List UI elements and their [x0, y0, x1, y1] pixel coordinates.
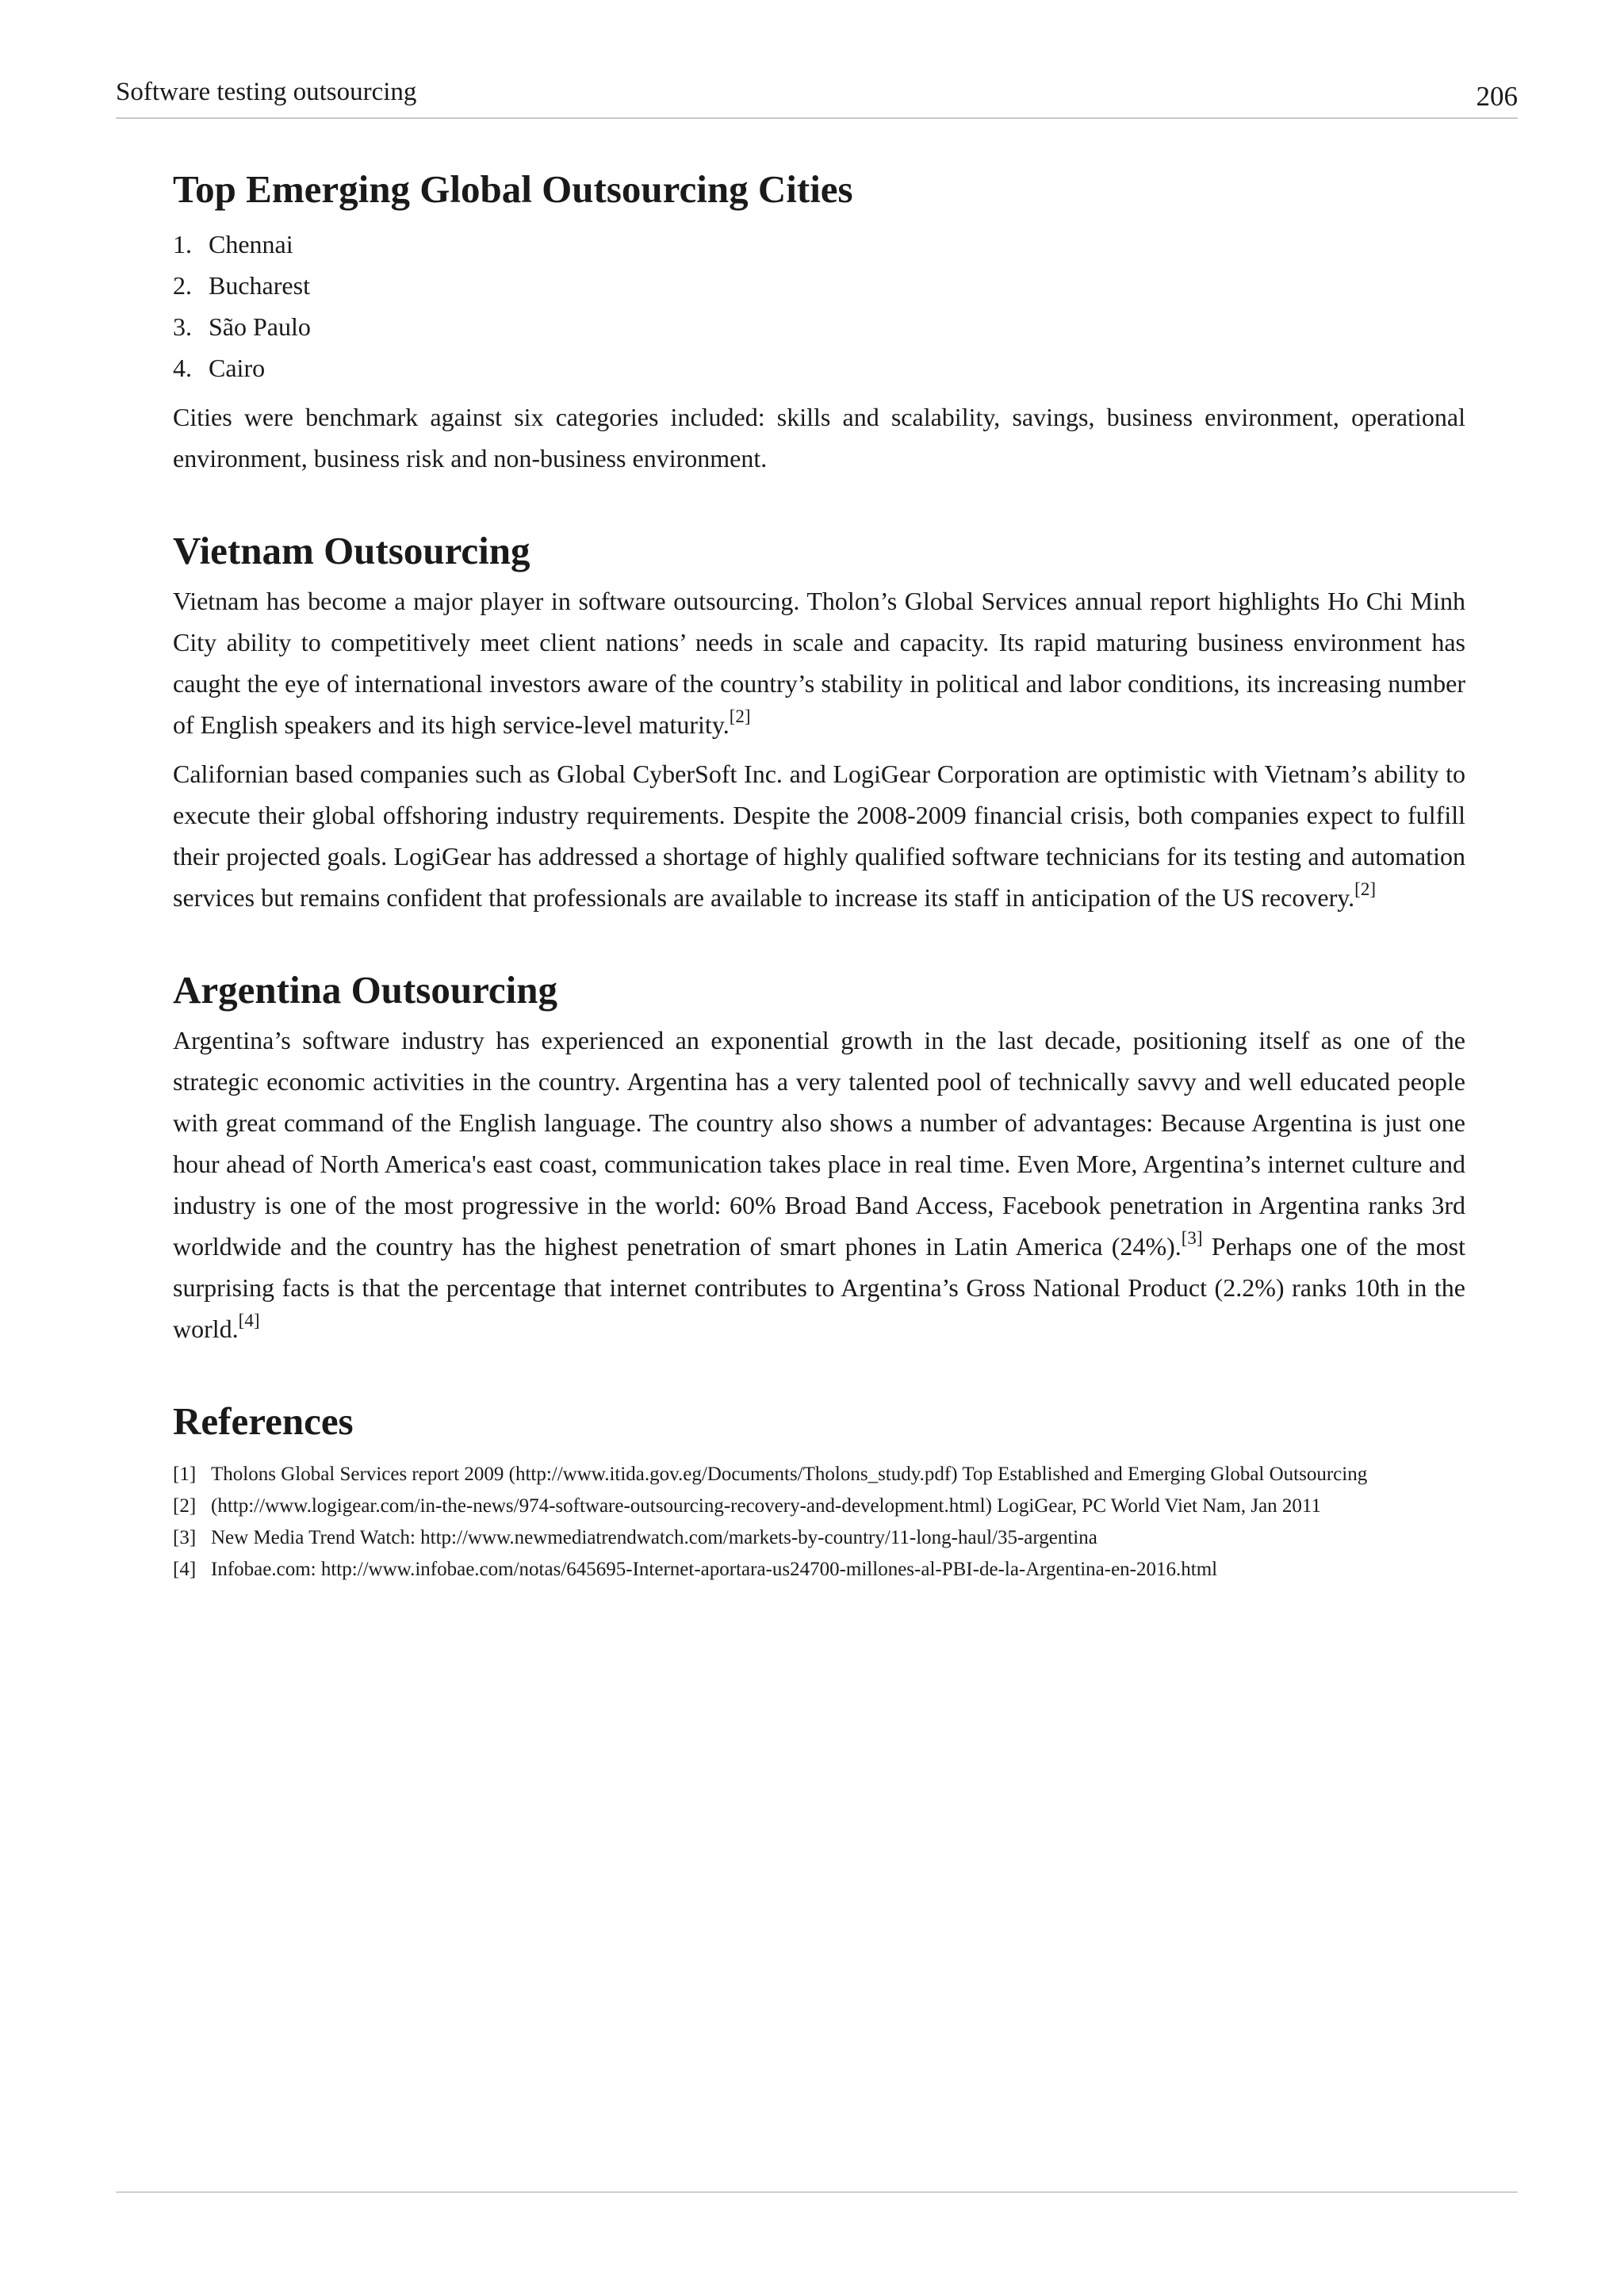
- footer-divider: [116, 2191, 1518, 2193]
- reference-number: [4]: [173, 1559, 197, 1580]
- page-content: [173, 163, 1465, 1586]
- list-item-text: São Paulo: [209, 312, 311, 341]
- reference-number: [2]: [173, 1495, 197, 1517]
- list-item: [173, 224, 1465, 265]
- citation-link[interactable]: [3]: [1181, 1228, 1203, 1248]
- section-heading-references: References: [173, 1399, 354, 1443]
- list-item-text: Bucharest: [209, 271, 310, 300]
- list-item-number: 3.: [173, 312, 192, 341]
- running-header-title: Software testing outsourcing: [116, 78, 417, 106]
- list-item-text: Chennai: [209, 230, 293, 258]
- argentina-paragraph: [173, 1020, 1465, 1349]
- reference-number: [3]: [173, 1527, 197, 1548]
- reference-text[interactable]: (http://www.logigear.com/in-the-news/974-software-outsourcing-recovery-and-development.html) LogiGear, PC World Viet Nam, Jan 2011: [211, 1495, 1321, 1517]
- argentina-paragraph-text-a: Argentina’s software industry has experienced an exponential growth in the last decade, positioning itself as one of the strategic economic activities in the country. Argentina has a very talented pool of technically savvy and well educated people with great command of the English language. The country also shows a number of advantages: Because Argentina is just one hour ahead of North America's east coast, communication takes place in real time. Even More, Argentina’s internet culture and industry is one of the most progressive in the world: 60% Broad Band Access, Facebook penetration in Argentina ranks 3rd worldwide and the country has the highest penetration of smart phones in Latin America (24%).: [173, 1026, 1465, 1261]
- list-item: [173, 347, 1465, 388]
- list-item-number: 1.: [173, 230, 192, 258]
- references-list: [173, 1459, 1465, 1586]
- list-item-number: 2.: [173, 271, 192, 300]
- citation-link[interactable]: [2]: [1354, 879, 1376, 899]
- list-item: [173, 306, 1465, 347]
- list-item-text: Cairo: [209, 354, 266, 382]
- list-item: [173, 265, 1465, 306]
- vietnam-paragraph-2-text: Californian based companies such as Global CyberSoft Inc. and LogiGear Corporation are optimistic with Vietnam’s ability to execute their global offshoring industry requirements. Despite the 2008-2009 financial crisis, both companies expect to fulfill their projected goals. LogiGear has addressed a shortage of highly qualified software technicians for its testing and automation services but remains confident that professionals are available to increase its staff in anticipation of the US recovery.: [173, 760, 1465, 912]
- reference-text[interactable]: Infobae.com: http://www.infobae.com/notas/645695-Internet-aportara-us24700-millones-al-PBI-de-la-Argentina-en-2016.html: [211, 1559, 1218, 1580]
- vietnam-paragraph-1: [173, 580, 1465, 745]
- page-number: 206: [1476, 81, 1518, 112]
- citation-link[interactable]: [4]: [238, 1311, 260, 1330]
- reference-item: [173, 1554, 1465, 1586]
- running-header: [116, 78, 1518, 119]
- reference-item: [173, 1490, 1465, 1522]
- reference-text[interactable]: Tholons Global Services report 2009 (http://www.itida.gov.eg/Documents/Tholons_study.pdf) Top Established and Emerging Global Outsourcing: [211, 1464, 1368, 1485]
- reference-item: [173, 1522, 1465, 1554]
- emerging-cities-list: [173, 224, 1465, 388]
- vietnam-paragraph-2: [173, 753, 1465, 918]
- argentina-paragraph-text-b: Perhaps one of the most surprising facts is that the percentage that internet contributes to Argentina’s Gross National Product (2.2%) ranks 10th in the world.: [173, 1232, 1466, 1343]
- section-heading-argentina: Argentina Outsourcing: [173, 968, 558, 1012]
- vietnam-paragraph-1-text: Vietnam has become a major player in software outsourcing. Tholon’s Global Services annual report highlights Ho Chi Minh City ability to competitively meet client nations’ needs in scale and capacity. Its rapid maturing business environment has caught the eye of international investors aware of the country’s stability in political and labor conditions, its increasing number of English speakers and its high service-level maturity.: [173, 587, 1465, 739]
- reference-text[interactable]: New Media Trend Watch: http://www.newmediatrendwatch.com/markets-by-country/11-long-haul/35-argentina: [211, 1527, 1097, 1548]
- section-heading-emerging-cities: Top Emerging Global Outsourcing Cities: [173, 167, 853, 211]
- emerging-cities-paragraph: Cities were benchmark against six categories included: skills and scalability, savings, business environment, operational environment, business risk and non-business environment.: [173, 403, 1465, 473]
- citation-link[interactable]: [2]: [729, 706, 751, 726]
- list-item-number: 4.: [173, 354, 192, 382]
- section-heading-vietnam: Vietnam Outsourcing: [173, 529, 530, 572]
- reference-number: [1]: [173, 1464, 197, 1485]
- reference-item: [173, 1459, 1465, 1490]
